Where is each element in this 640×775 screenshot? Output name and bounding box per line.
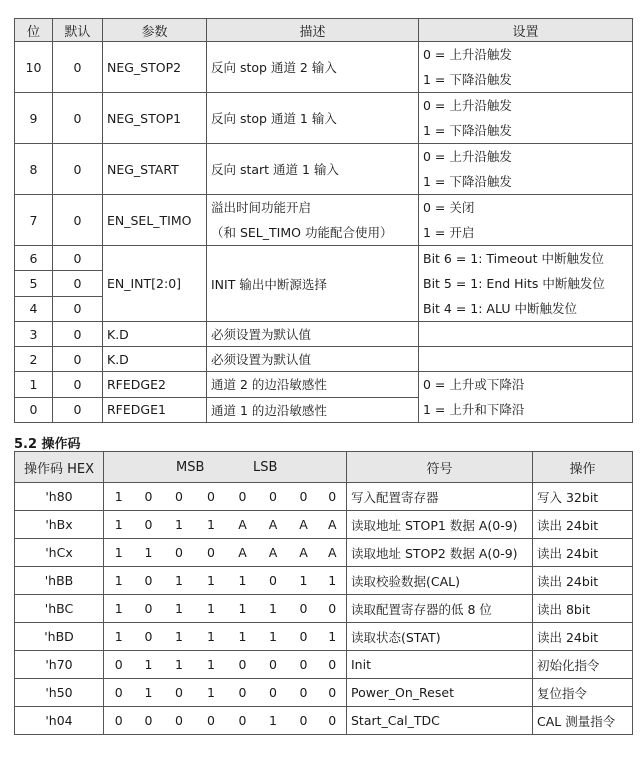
header-desc: 描述 — [207, 19, 419, 42]
bit-value: 0 — [289, 623, 319, 651]
text-line: 1 = 下降沿触发 — [423, 72, 512, 87]
symbol-cell: 读取地址 STOP2 数据 A(0-9) — [347, 539, 533, 567]
header-symbol: 符号 — [347, 452, 533, 483]
bit-value: 0 — [258, 679, 289, 707]
bit-value: 1 — [104, 483, 134, 511]
text-line: 1 = 上升和下降沿 — [423, 402, 525, 417]
bit-value: A — [319, 511, 347, 539]
bit-value: 0 — [195, 707, 228, 735]
bit-value: A — [289, 511, 319, 539]
symbol-cell: Start_Cal_TDC — [347, 707, 533, 735]
default-cell: 0 — [53, 296, 103, 321]
text-line: Bit 6 = 1: Timeout 中断触发位 — [423, 251, 604, 266]
param-cell: NEG_START — [103, 144, 207, 195]
bit-value: 0 — [289, 651, 319, 679]
bit-value: 0 — [134, 623, 164, 651]
bit-value: 0 — [134, 567, 164, 595]
opcode-hex-cell: 'h70 — [15, 651, 104, 679]
bit-value: 0 — [319, 483, 347, 511]
bit-value: 1 — [164, 595, 195, 623]
default-cell: 0 — [53, 397, 103, 423]
operation-cell: 初始化指令 — [533, 651, 633, 679]
bit-value: 1 — [134, 539, 164, 567]
text-line: 反向 stop 通道 2 输入 — [211, 59, 337, 75]
operation-cell: 复位指令 — [533, 679, 633, 707]
table-row — [15, 347, 633, 372]
table-row — [15, 595, 633, 623]
bit-value: 1 — [164, 623, 195, 651]
header-operation: 操作 — [533, 452, 633, 483]
table-row — [15, 372, 633, 398]
text-line: 0 = 上升或下降沿 — [423, 377, 525, 392]
desc-cell — [207, 195, 419, 246]
setting-cell — [419, 372, 633, 423]
text-line: Bit 5 = 1: End Hits 中断触发位 — [423, 276, 605, 291]
param-cell: RFEDGE1 — [103, 397, 207, 423]
bit-value: A — [228, 511, 258, 539]
opcode-hex-cell: 'h04 — [15, 707, 104, 735]
header-msb: MSB — [176, 460, 205, 475]
desc-cell: 通道 1 的边沿敏感性 — [207, 397, 419, 423]
opcode-hex-cell: 'hBx — [15, 511, 104, 539]
bit-value: 0 — [228, 483, 258, 511]
text-line: 溢出时间功能开启 — [211, 200, 312, 215]
bit-value: 1 — [104, 567, 134, 595]
text-line: 0 = 关闭 — [423, 200, 475, 215]
bit-value: 0 — [195, 483, 228, 511]
bit-value: 1 — [319, 567, 347, 595]
symbol-cell: 读取配置寄存器的低 8 位 — [347, 595, 533, 623]
setting-cell — [419, 195, 633, 246]
operation-cell: CAL 测量指令 — [533, 707, 633, 735]
bit-value: 0 — [104, 707, 134, 735]
opcode-hex-cell: 'hBB — [15, 567, 104, 595]
bit-value: 1 — [228, 623, 258, 651]
symbol-cell: 读取状态(STAT) — [347, 623, 533, 651]
bit-value: 1 — [258, 623, 289, 651]
opcode-hex-cell: 'hBC — [15, 595, 104, 623]
bit-value: 1 — [195, 679, 228, 707]
bit-cell: 4 — [15, 296, 53, 321]
table-row — [15, 483, 633, 511]
text-line: 1 = 下降沿触发 — [423, 174, 512, 189]
table-row — [15, 93, 633, 144]
bit-cell: 1 — [15, 372, 53, 398]
param-cell: RFEDGE2 — [103, 372, 207, 398]
bit-value: 1 — [164, 651, 195, 679]
bit-value: 0 — [289, 679, 319, 707]
bit-value: 0 — [228, 679, 258, 707]
table-row — [15, 42, 633, 93]
desc-cell — [207, 42, 419, 93]
operation-cell: 读出 24bit — [533, 511, 633, 539]
symbol-cell: Power_On_Reset — [347, 679, 533, 707]
bit-value: 1 — [104, 595, 134, 623]
opcode-hex-cell: 'h50 — [15, 679, 104, 707]
default-cell: 0 — [53, 195, 103, 246]
default-cell: 0 — [53, 322, 103, 347]
bit-value: 1 — [134, 651, 164, 679]
bit-cell: 10 — [15, 42, 53, 93]
text-line: （和 SEL_TIMO 功能配合使用） — [211, 225, 393, 240]
bit-value: 0 — [258, 651, 289, 679]
table-header-row — [15, 19, 633, 42]
table-row — [15, 679, 633, 707]
table-row — [15, 511, 633, 539]
desc-cell — [207, 93, 419, 144]
bit-value: 0 — [134, 511, 164, 539]
bit-value: 0 — [258, 567, 289, 595]
bit-value: 0 — [134, 707, 164, 735]
bit-value: 0 — [164, 679, 195, 707]
bit-value: 1 — [195, 651, 228, 679]
header-default: 默认 — [53, 19, 103, 42]
default-cell: 0 — [53, 144, 103, 195]
text-line: 0 = 上升沿触发 — [423, 47, 512, 62]
bit-value: 1 — [104, 539, 134, 567]
header-param: 参数 — [103, 19, 207, 42]
bit-cell: 6 — [15, 246, 53, 271]
bit-value: 1 — [164, 567, 195, 595]
operation-cell: 读出 24bit — [533, 539, 633, 567]
operation-cell: 写入 32bit — [533, 483, 633, 511]
bit-value: 0 — [289, 707, 319, 735]
bit-value: 1 — [195, 511, 228, 539]
bit-cell: 3 — [15, 322, 53, 347]
header-lsb: LSB — [253, 460, 278, 475]
bit-cell: 5 — [15, 271, 53, 296]
symbol-cell: 读取地址 STOP1 数据 A(0-9) — [347, 511, 533, 539]
setting-cell — [419, 347, 633, 372]
table-row — [15, 246, 633, 271]
setting-cell — [419, 322, 633, 347]
desc-cell: 必须设置为默认值 — [207, 347, 419, 372]
bit-cell: 9 — [15, 93, 53, 144]
bit-value: 0 — [228, 707, 258, 735]
bit-value: 0 — [104, 679, 134, 707]
bit-value: 0 — [258, 483, 289, 511]
opcode-hex-cell: 'hCx — [15, 539, 104, 567]
bit-value: 0 — [195, 539, 228, 567]
bit-value: 1 — [104, 511, 134, 539]
symbol-cell: 读取校验数据(CAL) — [347, 567, 533, 595]
bit-value: 1 — [195, 567, 228, 595]
bit-value: 0 — [289, 483, 319, 511]
bit-value: 0 — [164, 539, 195, 567]
header-bits — [104, 452, 347, 483]
bit-value: 0 — [319, 707, 347, 735]
param-cell: K.D — [103, 322, 207, 347]
text-line: 1 = 开启 — [423, 225, 475, 240]
table-row — [15, 623, 633, 651]
table-row — [15, 707, 633, 735]
default-cell: 0 — [53, 42, 103, 93]
table-row — [15, 322, 633, 347]
bit-value: 1 — [319, 623, 347, 651]
desc-cell: 必须设置为默认值 — [207, 322, 419, 347]
table-row — [15, 539, 633, 567]
text-line: 1 = 下降沿触发 — [423, 123, 512, 138]
setting-cell — [419, 246, 633, 322]
bit-cell: 0 — [15, 397, 53, 423]
bit-cell: 2 — [15, 347, 53, 372]
param-cell: NEG_STOP2 — [103, 42, 207, 93]
opcode-table — [14, 451, 633, 735]
setting-cell — [419, 42, 633, 93]
bit-value: A — [228, 539, 258, 567]
bit-value: 0 — [134, 595, 164, 623]
default-cell: 0 — [53, 271, 103, 296]
bit-value: 1 — [164, 511, 195, 539]
bit-value: A — [319, 539, 347, 567]
table-header-row — [15, 452, 633, 483]
opcode-hex-cell: 'hBD — [15, 623, 104, 651]
bit-value: 1 — [104, 623, 134, 651]
bit-value: 1 — [258, 595, 289, 623]
header-bit: 位 — [15, 19, 53, 42]
bit-cell: 7 — [15, 195, 53, 246]
text-line: 反向 start 通道 1 输入 — [211, 161, 339, 177]
param-cell: EN_INT[2:0] — [103, 246, 207, 322]
bit-value: 0 — [319, 679, 347, 707]
bit-value: 1 — [195, 623, 228, 651]
bit-value: 0 — [289, 595, 319, 623]
bit-value: 0 — [134, 483, 164, 511]
bit-cell: 8 — [15, 144, 53, 195]
bit-value: A — [258, 539, 289, 567]
default-cell: 0 — [53, 372, 103, 398]
setting-cell — [419, 93, 633, 144]
default-cell: 0 — [53, 246, 103, 271]
opcode-hex-cell: 'h80 — [15, 483, 104, 511]
bit-value: 0 — [319, 595, 347, 623]
param-cell: EN_SEL_TIMO — [103, 195, 207, 246]
desc-cell: 通道 2 的边沿敏感性 — [207, 372, 419, 398]
text-line: Bit 4 = 1: ALU 中断触发位 — [423, 301, 577, 316]
bit-value: A — [289, 539, 319, 567]
desc-cell — [207, 144, 419, 195]
desc-cell: INIT 输出中断源选择 — [207, 246, 419, 322]
header-opcode-hex: 操作码 HEX — [15, 452, 104, 483]
header-setting: 设置 — [419, 19, 633, 42]
bit-value: A — [258, 511, 289, 539]
bit-value: 0 — [319, 651, 347, 679]
symbol-cell: 写入配置寄存器 — [347, 483, 533, 511]
table-row — [15, 144, 633, 195]
section-title: 5.2 操作码 — [14, 437, 81, 452]
bit-value: 0 — [164, 483, 195, 511]
bit-value: 0 — [104, 651, 134, 679]
bit-value: 1 — [228, 567, 258, 595]
bit-value: 1 — [134, 679, 164, 707]
text-line: 反向 stop 通道 1 输入 — [211, 110, 337, 126]
table-row — [15, 567, 633, 595]
text-line: 0 = 上升沿触发 — [423, 98, 512, 113]
bit-value: 0 — [164, 707, 195, 735]
register-bit-table — [14, 18, 633, 423]
bit-value: 1 — [195, 595, 228, 623]
bit-value: 1 — [289, 567, 319, 595]
bit-value: 1 — [228, 595, 258, 623]
bit-value: 0 — [228, 651, 258, 679]
param-cell: K.D — [103, 347, 207, 372]
table-row — [15, 195, 633, 246]
bit-value: 1 — [258, 707, 289, 735]
operation-cell: 读出 24bit — [533, 623, 633, 651]
operation-cell: 读出 24bit — [533, 567, 633, 595]
default-cell: 0 — [53, 93, 103, 144]
text-line: 0 = 上升沿触发 — [423, 149, 512, 164]
setting-cell — [419, 144, 633, 195]
table-row — [15, 651, 633, 679]
symbol-cell: Init — [347, 651, 533, 679]
operation-cell: 读出 8bit — [533, 595, 633, 623]
param-cell: NEG_STOP1 — [103, 93, 207, 144]
default-cell: 0 — [53, 347, 103, 372]
